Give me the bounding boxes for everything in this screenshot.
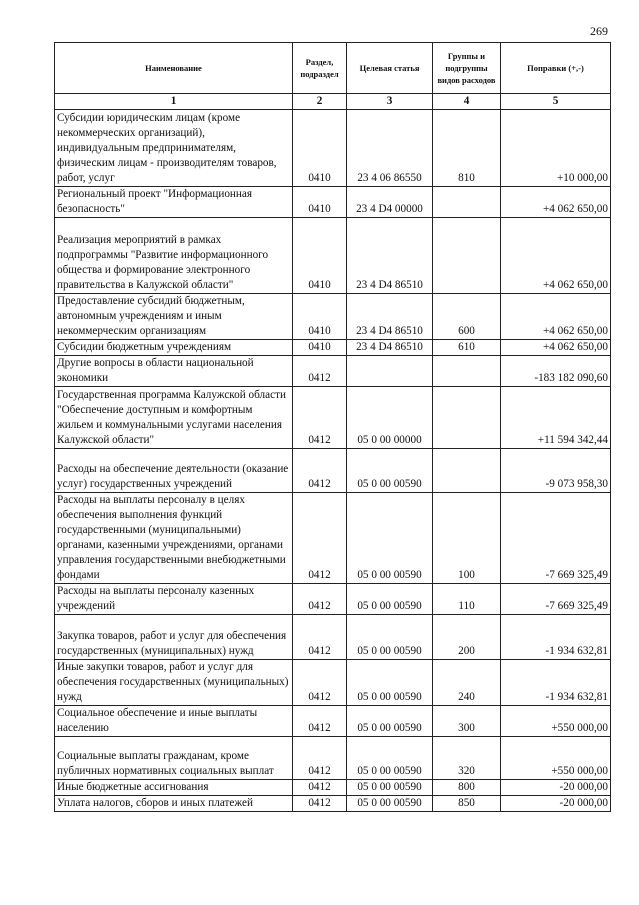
row-name: Социальное обеспечение и иные выплаты населению — [55, 706, 293, 737]
row-target: 05 0 00 00590 — [347, 737, 433, 780]
row-name: Субсидии бюджетным учреждениям — [55, 340, 293, 356]
table-row — [55, 387, 611, 449]
column-index: 1 — [55, 94, 293, 110]
row-section: 0412 — [293, 584, 347, 615]
row-target: 05 0 00 00590 — [347, 780, 433, 796]
header-section: Раздел, подраздел — [293, 43, 347, 94]
column-index: 5 — [501, 94, 611, 110]
row-section: 0412 — [293, 387, 347, 449]
row-section: 0412 — [293, 796, 347, 812]
row-group — [433, 218, 501, 294]
row-group: 240 — [433, 660, 501, 706]
header-name: Наименование — [55, 43, 293, 94]
table-row — [55, 615, 611, 660]
row-group: 800 — [433, 780, 501, 796]
row-name: Уплата налогов, сборов и иных платежей — [55, 796, 293, 812]
row-section: 0412 — [293, 660, 347, 706]
row-group: 100 — [433, 493, 501, 584]
row-target: 23 4 D4 86510 — [347, 340, 433, 356]
row-amount: -20 000,00 — [501, 796, 611, 812]
row-group — [433, 449, 501, 493]
row-amount: -9 073 958,30 — [501, 449, 611, 493]
row-group: 610 — [433, 340, 501, 356]
table-row — [55, 294, 611, 340]
row-name: Иные бюджетные ассигнования — [55, 780, 293, 796]
page-number: 269 — [590, 24, 608, 38]
column-index: 3 — [347, 94, 433, 110]
row-target: 23 4 D4 00000 — [347, 187, 433, 218]
row-amount: +4 062 650,00 — [501, 340, 611, 356]
row-section: 0410 — [293, 218, 347, 294]
row-section: 0412 — [293, 706, 347, 737]
row-target: 05 0 00 00000 — [347, 387, 433, 449]
row-name: Субсидии юридическим лицам (кроме некоммерческих организаций), индивидуальным предпринимателям, физическим лицам - производителям товаров, работ, услуг — [55, 110, 293, 187]
row-group: 200 — [433, 615, 501, 660]
row-section: 0412 — [293, 356, 347, 387]
row-amount: -7 669 325,49 — [501, 584, 611, 615]
table-row — [55, 110, 611, 187]
row-amount: +4 062 650,00 — [501, 294, 611, 340]
table-row — [55, 796, 611, 812]
row-section: 0412 — [293, 449, 347, 493]
row-amount: -1 934 632,81 — [501, 615, 611, 660]
row-amount: -183 182 090,60 — [501, 356, 611, 387]
row-amount: -7 669 325,49 — [501, 493, 611, 584]
column-index: 2 — [293, 94, 347, 110]
row-group: 600 — [433, 294, 501, 340]
row-section: 0410 — [293, 294, 347, 340]
row-target: 23 4 D4 86510 — [347, 294, 433, 340]
table-row — [55, 449, 611, 493]
row-section: 0412 — [293, 780, 347, 796]
row-target: 05 0 00 00590 — [347, 615, 433, 660]
row-section: 0410 — [293, 187, 347, 218]
table-row — [55, 660, 611, 706]
row-target: 23 4 06 86550 — [347, 110, 433, 187]
row-name: Предоставление субсидий бюджетным, автономным учреждениям и иным некоммерческим организациям — [55, 294, 293, 340]
row-name: Другие вопросы в области национальной экономики — [55, 356, 293, 387]
table-row — [55, 493, 611, 584]
row-amount: -1 934 632,81 — [501, 660, 611, 706]
row-group — [433, 187, 501, 218]
row-name: Расходы на обеспечение деятельности (оказание услуг) государственных учреждений — [55, 449, 293, 493]
row-section: 0412 — [293, 737, 347, 780]
row-name: Закупка товаров, работ и услуг для обеспечения государственных (муниципальных) нужд — [55, 615, 293, 660]
table-row — [55, 780, 611, 796]
row-amount: +550 000,00 — [501, 706, 611, 737]
row-target: 05 0 00 00590 — [347, 796, 433, 812]
table-row — [55, 706, 611, 737]
row-target: 05 0 00 00590 — [347, 449, 433, 493]
table-row — [55, 584, 611, 615]
table-row — [55, 737, 611, 780]
table-row — [55, 356, 611, 387]
row-group: 320 — [433, 737, 501, 780]
header-groups: Группы и подгруппы видов расходов — [433, 43, 501, 94]
header-target: Целевая статья — [347, 43, 433, 94]
row-name: Расходы на выплаты персоналу в целях обеспечения выполнения функций государственными (муниципальными) органами, казенными учреждениями, органами управления государственными внебюджетными фондами — [55, 493, 293, 584]
row-name: Региональный проект "Информационная безопасность" — [55, 187, 293, 218]
row-target: 23 4 D4 86510 — [347, 218, 433, 294]
row-section: 0410 — [293, 340, 347, 356]
row-group: 300 — [433, 706, 501, 737]
row-name: Реализация мероприятий в рамках подпрограммы "Развитие информационного общества и формирование электронного правительства в Калужской области" — [55, 218, 293, 294]
row-amount: +10 000,00 — [501, 110, 611, 187]
row-amount: +4 062 650,00 — [501, 187, 611, 218]
row-name: Социальные выплаты гражданам, кроме публичных нормативных социальных выплат — [55, 737, 293, 780]
row-section: 0412 — [293, 493, 347, 584]
table-header-row — [55, 43, 611, 94]
row-target: 05 0 00 00590 — [347, 584, 433, 615]
row-target: 05 0 00 00590 — [347, 660, 433, 706]
row-target: 05 0 00 00590 — [347, 706, 433, 737]
row-section: 0410 — [293, 110, 347, 187]
column-index-row — [55, 94, 611, 110]
column-index: 4 — [433, 94, 501, 110]
row-section: 0412 — [293, 615, 347, 660]
row-group — [433, 356, 501, 387]
row-group: 810 — [433, 110, 501, 187]
row-name: Иные закупки товаров, работ и услуг для обеспечения государственных (муниципальных) нужд — [55, 660, 293, 706]
row-amount: -20 000,00 — [501, 780, 611, 796]
header-amount: Поправки (+,-) — [501, 43, 611, 94]
table-row — [55, 187, 611, 218]
table-row — [55, 340, 611, 356]
row-target: 05 0 00 00590 — [347, 493, 433, 584]
row-name: Расходы на выплаты персоналу казенных учреждений — [55, 584, 293, 615]
row-amount: +550 000,00 — [501, 737, 611, 780]
row-amount: +11 594 342,44 — [501, 387, 611, 449]
row-amount: +4 062 650,00 — [501, 218, 611, 294]
table-row — [55, 218, 611, 294]
row-name: Государственная программа Калужской области "Обеспечение доступным и комфортным жильем и коммунальными услугами населения Калужской области" — [55, 387, 293, 449]
row-target — [347, 356, 433, 387]
row-group: 850 — [433, 796, 501, 812]
row-group: 110 — [433, 584, 501, 615]
budget-amendments-table — [54, 42, 611, 812]
row-group — [433, 387, 501, 449]
